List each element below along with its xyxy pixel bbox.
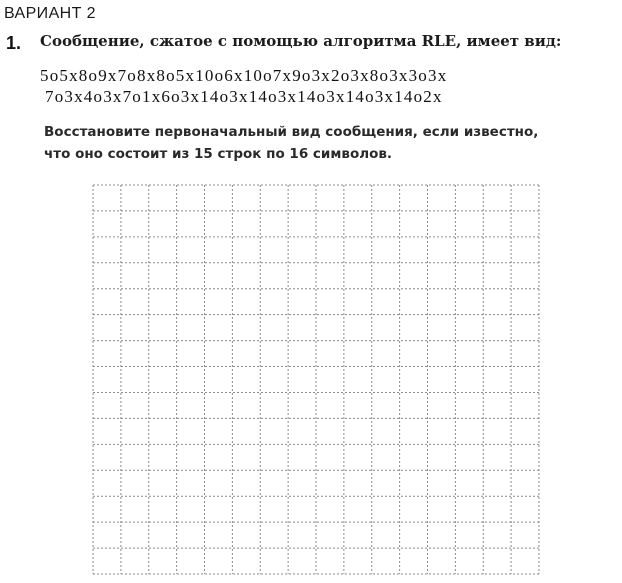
answer-grid[interactable]: [92, 184, 540, 575]
task-instruction: [44, 121, 538, 165]
instruction-line-2: что оно состоит из 15 строк по 16 символов.: [44, 146, 393, 162]
rle-code-line-2: 7о3х4о3х7о1х6о3х14о3х14о3х14о3х14о3х14о2х: [45, 87, 443, 106]
instruction-line-1: Восстановите первоначальный вид сообщения, если известно,: [44, 124, 539, 140]
task-number: 1.: [6, 33, 22, 53]
task-statement: Сообщение, сжатое с помощью алгоритма RLE, имеет вид:: [40, 32, 562, 50]
answer-grid-lines: [92, 184, 540, 575]
rle-code-line-1: 5о5х8о9х7о8х8о5х10о6х10о7х9о3х2о3х8о3х3о3х: [40, 66, 448, 85]
variant-label: ВАРИАНТ 2: [4, 5, 96, 22]
